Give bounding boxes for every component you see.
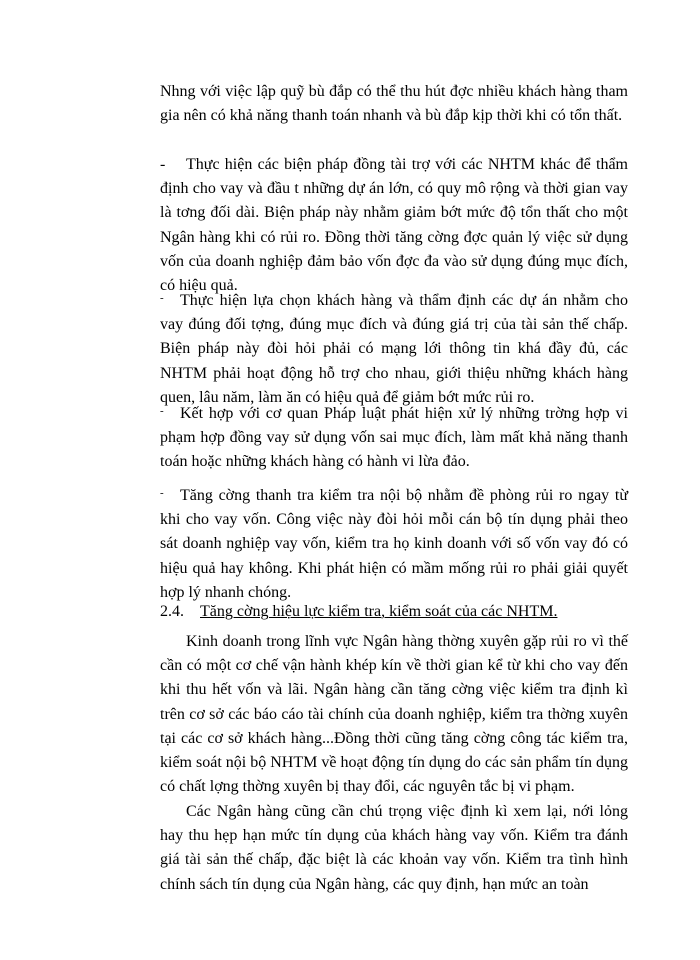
bullet-text: Tăng cờng thanh tra kiểm tra nội bộ nhằm đề phòng rủi ro ngay từ khi cho vay vốn. Công việc này đòi hỏi mỗi cán bộ tín dụng phải theo sát doanh nghiệp vay vốn, kiểm tra họ kinh doanh với số vốn vay đó có hiệu quả hay không. Khi phát hiện có mầm mống rủi ro phải giải quyết hợp lý nhanh chóng. <box>160 487 628 601</box>
bullet-text: Kết hợp với cơ quan Pháp luật phát hiện xử lý những trờng hợp vi phạm hợp đồng vay sử dụng vốn sai mục đích, làm mất khả năng thanh toán hoặc những khách hàng có hành vi lừa đảo. <box>160 405 628 471</box>
bullet-paragraph <box>160 289 628 410</box>
bullet-dash: - <box>160 156 166 173</box>
bullet-text: Thực hiện các biện pháp đồng tài trợ với các NHTM khác để thẩm định cho vay và đầu t những dự án lớn, có quy mô rộng và thời gian vay là tơng đối dài. Biện pháp này nhằm giảm bớt mức độ tổn thất cho một Ngân hàng khi có rủi ro. Đồng thời tăng cờng đợc quản lý việc sử dụng vốn của doanh nghiệp đảm bảo vốn đợc đa vào sử dụng đúng mục đích, có hiệu quả. <box>160 156 628 295</box>
section-number: 2.4. <box>160 603 184 620</box>
body-paragraph: Kinh doanh trong lĩnh vực Ngân hàng thờng xuyên gặp rủi ro vì thế cần có một cơ chế vận hành khép kín về thời gian kể từ khi cho vay đến khi thu hết vốn và lãi. Ngân hàng cần tăng cờng việc kiểm tra định kì trên cơ sở các báo cáo tài chính của doanh nghiệp, kiểm tra thờng xuyên tại các cơ sở khách hàng...Đồng thời cũng tăng cờng công tác kiểm tra, kiểm soát nội bộ NHTM về hoạt động tín dụng do các sản phẩm tín dụng có chất lợng thờng xuyên bị thay đổi, các nguyên tắc bị vi phạm. <box>160 633 628 796</box>
body-paragraph: Các Ngân hàng cũng cần chú trọng việc định kì xem lại, nới lỏng hay thu hẹp hạn mức tín dụng của khách hàng vay vốn. Kiểm tra đánh giá tài sản thế chấp, đặc biệt là các khoản vay vốn. Kiểm tra tình hình chính sách tín dụng của Ngân hàng, các quy định, hạn mức an toàn <box>160 803 628 893</box>
bullet-dash: - <box>160 405 164 417</box>
section-heading <box>160 600 628 624</box>
bullet-paragraph <box>160 153 628 298</box>
bullet-text: Thực hiện lựa chọn khách hàng và thẩm định các dự án nhằm cho vay đúng đối tợng, đúng mục đích và đúng giá trị của tài sản thế chấp. Biện pháp này đòi hỏi phải có mạng lới thông tin khá đầy đủ, các NHTM phải hoạt động hỗ trợ cho nhau, giới thiệu những khách hàng quen, lâu năm, làm ăn có hiệu quả để giảm bớt mức rủi ro. <box>160 292 628 406</box>
paragraph-intro: Nhng với việc lập quỹ bù đắp có thể thu hút đợc nhiều khách hàng tham gia nên có khả năng thanh toán nhanh và bù đắp kịp thời khi có tổn thất. <box>160 83 628 125</box>
bullet-paragraph <box>160 402 628 475</box>
bullet-paragraph <box>160 484 628 605</box>
bullet-dash: - <box>160 292 164 304</box>
bullet-dash: - <box>160 487 164 499</box>
section-title: Tăng cờng hiệu lực kiểm tra, kiểm soát của các NHTM. <box>200 603 558 620</box>
